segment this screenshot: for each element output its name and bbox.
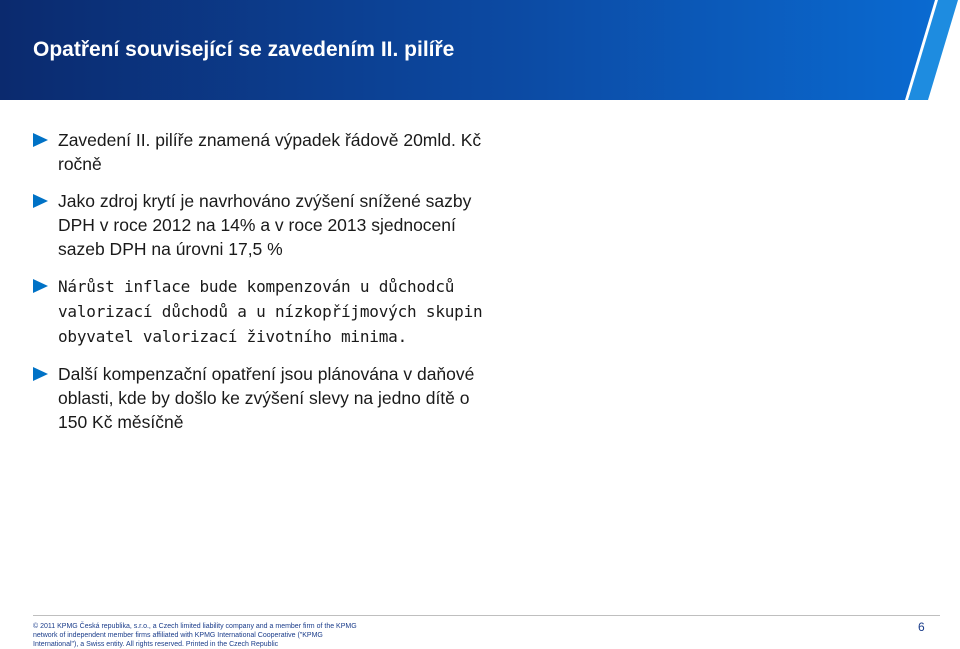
right-triangle-arrow-icon: [33, 279, 48, 293]
copyright-notice: © 2011 KPMG Česká republika, s.r.o., a Czech limited liability company and a member firm of the KPMG network of independent member firms affiliated with KPMG International Cooperative ("KPMG International"), a Swiss entity. All rights reserved. Printed in the Czech Republic: [33, 623, 357, 648]
bullet-text: Nárůst inflace bude kompenzován u důchodců valorizací důchodů a u nízkopříjmových skupin obyvatel valorizací životního minima.: [58, 277, 483, 346]
bullet-text: Zavedení II. pilíře znamená výpadek řádově 20mld. Kč ročně: [58, 130, 482, 174]
bullet-item: [33, 128, 493, 176]
right-triangle-arrow-icon: [33, 133, 48, 147]
slide-title: Opatření související se zavedením II. pilíře: [33, 38, 455, 61]
bullet-text: Jako zdroj krytí je navrhováno zvýšení snížené sazby DPH v roce 2012 na 14% a v roce 2013 sjednocení sazeb DPH na úrovni 17,5 %: [58, 191, 472, 259]
bullet-list: [33, 128, 493, 447]
bullet-item: [33, 274, 493, 349]
bullet-item: [33, 189, 493, 261]
right-triangle-arrow-icon: [33, 367, 48, 381]
footer-divider: [33, 615, 940, 616]
page-number: 6: [918, 620, 925, 634]
right-triangle-arrow-icon: [33, 194, 48, 208]
bullet-item: [33, 362, 493, 434]
bullet-text: Další kompenzační opatření jsou plánována v daňové oblasti, kde by došlo ke zvýšení slevy na jedno dítě o 150 Kč měsíčně: [58, 364, 475, 432]
title-banner: [0, 0, 960, 100]
